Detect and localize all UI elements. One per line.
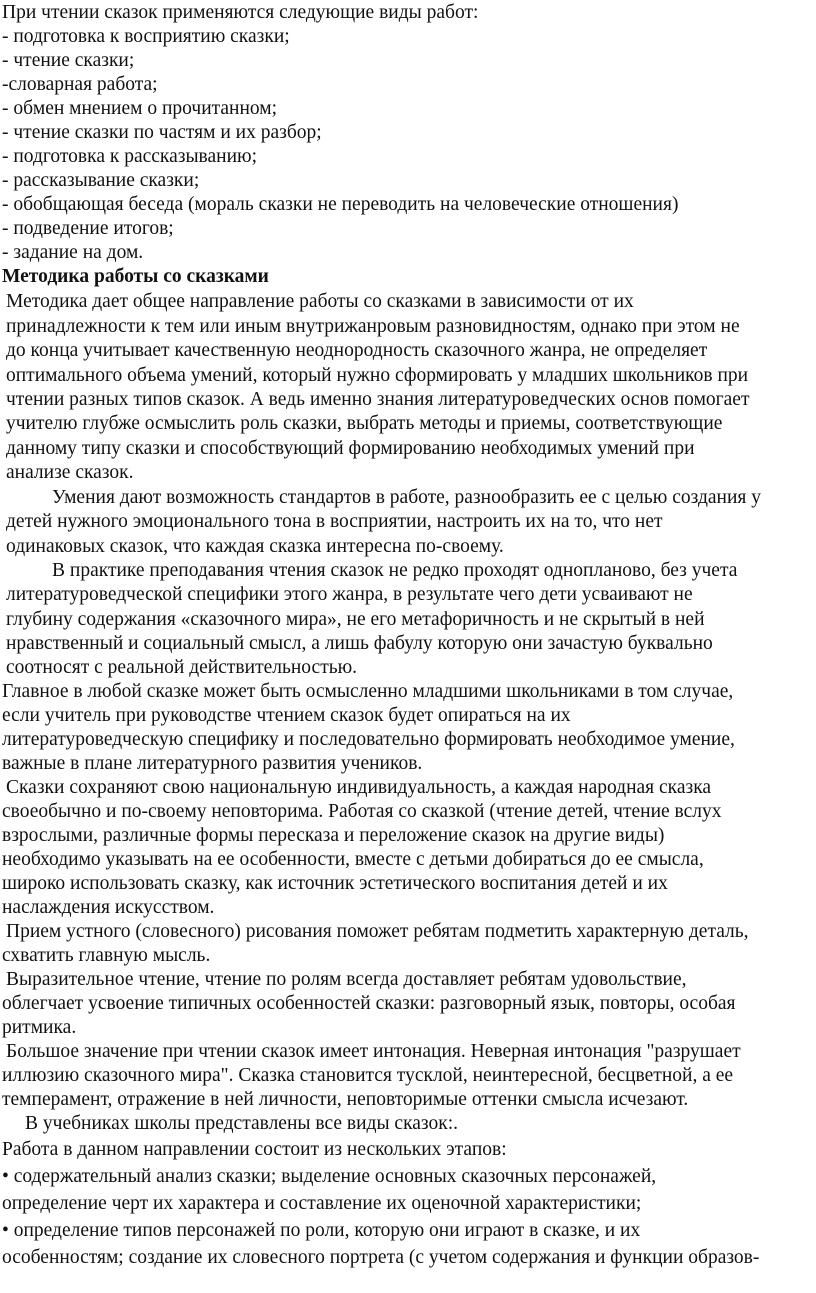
text-line: определение черт их характера и составление их оценочной характеристики; xyxy=(2,1193,642,1214)
text-line: - подготовка к восприятию сказки; xyxy=(2,26,290,47)
text-line: чтении разных типов сказок. А ведь именно знания литературоведческих основ помогает xyxy=(6,389,750,410)
text-line: нравственный и социальный смысл, а лишь фабулу которую они зачастую буквально xyxy=(6,633,713,654)
text-line: Сказки сохраняют свою национальную индивидуальность, а каждая народная сказка xyxy=(6,777,712,798)
text-line: необходимо указывать на ее особенности, вместе с детьми добираться до ее смысла, xyxy=(2,849,704,870)
text-line: анализе сказок. xyxy=(6,462,134,483)
text-line: Методика дает общее направление работы со сказками в зависимости от их xyxy=(6,291,634,312)
text-line: Умения дают возможность стандартов в работе, разнообразить ее с целью создания у xyxy=(52,487,761,508)
text-line: - обобщающая беседа (мораль сказки не переводить на человеческие отношения) xyxy=(2,194,679,215)
text-line: соотносят с реальной действительностью. xyxy=(6,657,358,678)
text-line: принадлежности к тем или иным внутрижанровым разновидностям, однако при этом не xyxy=(6,316,740,337)
text-line: если учитель при руководстве чтением сказок будет опираться на их xyxy=(2,705,571,726)
text-line: своеобычно и по-своему неповторима. Работая со сказкой (чтение детей, чтение вслух xyxy=(2,801,722,822)
text-line: - задание на дом. xyxy=(2,242,144,263)
text-line: • определение типов персонажей по роли, которую они играют в сказке, и их xyxy=(2,1220,641,1241)
text-line: взрослыми, различные формы пересказа и переложение сказок на другие виды) xyxy=(2,825,665,846)
text-line: - рассказывание сказки; xyxy=(2,170,200,191)
text-line: учителю глубже осмыслить роль сказки, выбрать методы и приемы, соответствующие xyxy=(6,413,723,434)
text-line: облегчает усвоение типичных особенностей сказки: разговорный язык, повторы, особая xyxy=(2,993,736,1014)
text-line: широко использовать сказку, как источник эстетического воспитания детей и их xyxy=(2,873,668,894)
text-line: Главное в любой сказке может быть осмысленно младшими школьниками в том случае, xyxy=(2,681,734,702)
text-line: Выразительное чтение, чтение по ролям всегда доставляет ребятам удовольствие, xyxy=(6,969,687,990)
text-line: При чтении сказок применяются следующие виды работ: xyxy=(2,2,479,23)
section-heading: Методика работы со сказками xyxy=(2,266,269,287)
text-line: - чтение сказки; xyxy=(2,50,135,71)
text-line: оптимального объема умений, который нужно сформировать у младших школьников при xyxy=(6,365,749,386)
text-line: до конца учитывает качественную неоднородность сказочного жанра, не определяет xyxy=(6,340,708,361)
text-line: глубину содержания «сказочного мира», не его метафоричность и не скрытый в ней xyxy=(6,609,705,630)
text-line: детей нужного эмоционального тона в восприятии, настроить их на то, что нет xyxy=(6,511,663,532)
text-line: -словарная работа; xyxy=(2,74,158,95)
text-line: В учебниках школы представлены все виды сказок:. xyxy=(25,1113,459,1134)
text-line: литературоведческой специфики этого жанра, в результате чего дети усваивают не xyxy=(6,584,693,605)
text-line: Большое значение при чтении сказок имеет интонация. Неверная интонация "разрушает xyxy=(6,1041,741,1062)
text-line: наслаждения искусством. xyxy=(2,897,215,918)
text-line: В практике преподавания чтения сказок не редко проходят однопланово, без учета xyxy=(52,560,738,581)
text-line: ритмика. xyxy=(2,1017,77,1038)
text-line: важные в плане литературного развития учеников. xyxy=(2,753,423,774)
text-line: одинаковых сказок, что каждая сказка интересна по-своему. xyxy=(6,536,504,557)
text-line: - подготовка к рассказыванию; xyxy=(2,146,258,167)
text-line: схватить главную мысль. xyxy=(2,945,211,966)
text-line: данному типу сказки и способствующий формированию необходимых умений при xyxy=(6,438,695,459)
text-line: темперамент, отражение в ней личности, неповторимые оттенки смысла исчезают. xyxy=(2,1089,689,1110)
text-line: Работа в данном направлении состоит из нескольких этапов: xyxy=(2,1139,507,1160)
text-line: литературоведческую специфику и последовательно формировать необходимое умение, xyxy=(2,729,735,750)
text-line: Прием устного (словесного) рисования поможет ребятам подметить характерную деталь, xyxy=(6,921,749,942)
text-line: - подведение итогов; xyxy=(2,218,174,239)
text-line: иллюзию сказочного мира". Сказка становится тусклой, неинтересной, бесцветной, а ее xyxy=(2,1065,734,1086)
text-line: - чтение сказки по частям и их разбор; xyxy=(2,122,322,143)
text-line: - обмен мнением о прочитанном; xyxy=(2,98,278,119)
text-line: • содержательный анализ сказки; выделение основных сказочных персонажей, xyxy=(2,1166,657,1187)
text-line: особенностям; создание их словесного портрета (с учетом содержания и функции образов- xyxy=(2,1247,760,1268)
